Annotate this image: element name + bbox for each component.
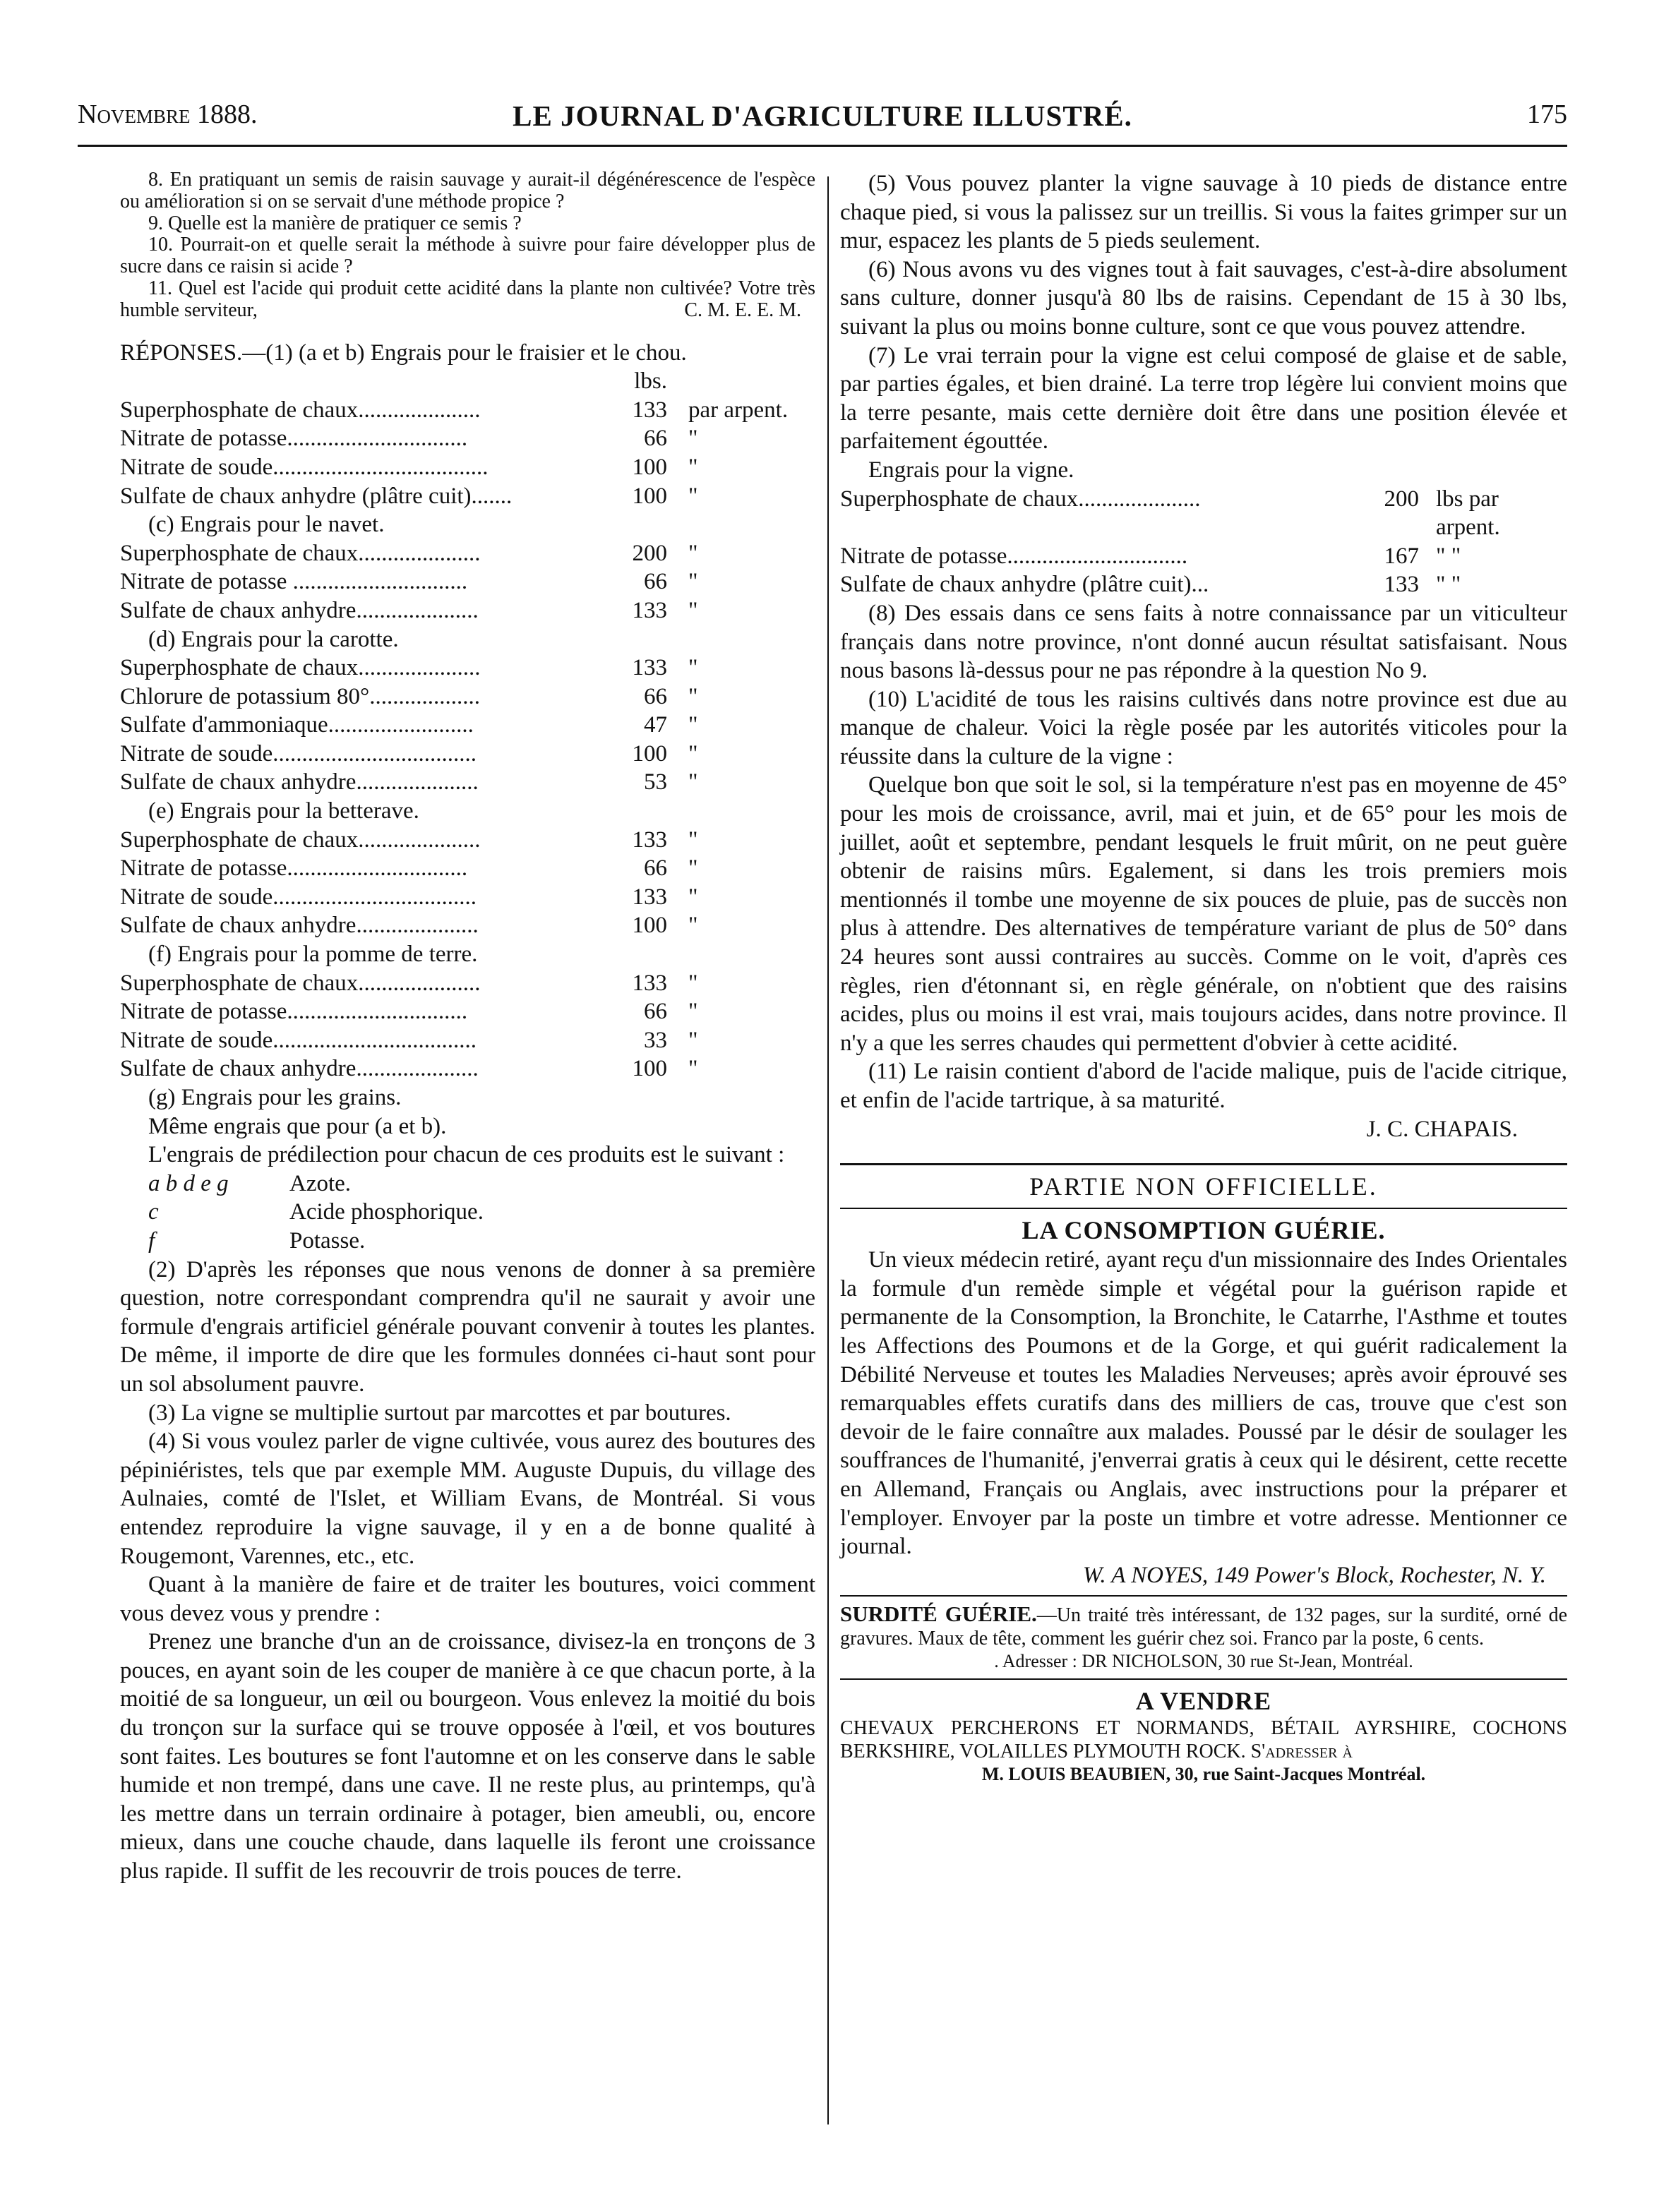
key-value: Acide phosphorique. [289, 1199, 484, 1225]
vendre-heading: A VENDRE [1135, 1687, 1272, 1716]
table-qty: 33 [644, 1027, 667, 1053]
answer-4: (4) Si vous voulez parler de vigne cultivée, vous aurez des boutures des pépiniéristes, tels que par exemple MM. Auguste Dupuis, du village des Aulnaies, comté de l'Islet, et William Evans, de Montréal. Si vous entendez reproduire la vigne sauvage, il y en a de bonne qualité à Rougemont, Varennes, etc., etc. [120, 1429, 815, 1569]
table-item: Chlorure de potassium 80°................... [120, 683, 480, 709]
table-unit: " [688, 769, 698, 795]
table-unit: " [688, 454, 698, 480]
table-row [120, 396, 815, 425]
table-qty: 53 [644, 769, 667, 795]
heading-d: (d) Engrais pour la carotte. [148, 626, 399, 652]
author-signature: J. C. CHAPAIS. [1366, 1116, 1518, 1142]
table-row [120, 453, 815, 482]
key-row [120, 1227, 815, 1256]
section-rule [840, 1163, 1567, 1165]
table-unit: " [688, 597, 698, 623]
table-row [120, 1026, 815, 1055]
table-row [120, 911, 815, 940]
page-number: 175 [1527, 100, 1567, 129]
running-header [78, 99, 1567, 141]
table-unit: " [688, 855, 698, 882]
table-unit: " [688, 426, 698, 452]
table-unit: " [688, 827, 698, 853]
table-row [120, 424, 815, 453]
boutures-intro: Quant à la manière de faire et de traiter les boutures, voici comment vous devez vous y prendre : [120, 1572, 815, 1626]
answer-11: (11) Le raisin contient d'abord de l'acide malique, puis de l'acide citrique, et enfin de l'acide tartrique, à sa maturité. [840, 1059, 1567, 1113]
table-e [120, 826, 815, 940]
question-11 [120, 278, 815, 322]
table-item: Sulfate de chaux anhydre (plâtre cuit)....... [120, 483, 513, 509]
table-row [120, 854, 815, 883]
table-item: Nitrate de potasse .............................. [120, 569, 468, 595]
table-row [120, 539, 815, 568]
heading-f: (f) Engrais pour la pomme de terre. [148, 942, 478, 968]
table-item: Sulfate de chaux anhydre (plâtre cuit)... [840, 572, 1209, 598]
table-qty: 133 [632, 884, 667, 910]
table-unit: " [688, 712, 698, 738]
same-fertilizer-note: Même engrais que pour (a et b). [148, 1113, 447, 1139]
table-qty: 66 [644, 683, 667, 709]
question-8: 8. En pratiquant un semis de raisin sauvage y aurait-il dégénérescence de l'espèce ou amélioration si on se servait d'une méthode propice ? [120, 169, 815, 212]
table-unit: " " [1436, 572, 1461, 598]
table-row [120, 567, 815, 596]
header-rule [78, 145, 1567, 147]
correspondent-signature: C. M. E. E. M. [684, 299, 801, 321]
answer-2: (2) D'après les réponses que nous venons de donner à sa première question, notre correspondant comprendra qu'il ne saurait y avoir une formule d'engrais artificiel générale pouvant convenir à toutes les plantes. De même, il importe de dire que les formules données ci-haut sont pour un sol absolument pauvre. [120, 1256, 815, 1397]
table-qty: 66 [644, 855, 667, 882]
heading-c: (c) Engrais pour le navet. [148, 512, 385, 538]
answer-3: (3) La vigne se multiplie surtout par marcottes et par boutures. [148, 1400, 731, 1426]
left-column [120, 169, 815, 1886]
vigne-heading: Engrais pour la vigne. [868, 457, 1074, 483]
table-item: Sulfate d'ammoniaque......................... [120, 712, 474, 738]
table-item: Nitrate de potasse............................... [120, 855, 468, 882]
table-qty: 133 [632, 970, 667, 996]
table-qty: 133 [1384, 572, 1419, 598]
table-row [120, 654, 815, 683]
table-item: Nitrate de potasse............................... [120, 426, 468, 452]
table-row [120, 482, 815, 511]
table-qty: 133 [632, 655, 667, 681]
key-value: Potasse. [289, 1227, 366, 1254]
table-row [120, 683, 815, 711]
table-unit: " [688, 1056, 698, 1082]
table-item: Superphosphate de chaux..................... [120, 827, 481, 853]
issue-date: Novembre 1888. [78, 100, 258, 129]
table-d [120, 654, 815, 797]
answer-7: (7) Le vrai terrain pour la vigne est celui composé de glaise et de sable, par parties égales, et bien drainé. La terre trop légère lui convient moins que la terre pesante, mais cette dernière doit être dans une position élevée et parfaitement égouttée. [840, 342, 1567, 455]
table-row [120, 1054, 815, 1083]
consomption-ad: Un vieux médecin retiré, ayant reçu d'un missionnaire des Indes Orientales la formule d'un remède simple et végétal pour la guérison rapide et permanente de la Consomption, la Bronchite, le Catarrhe, l'Asthme et toutes les Affections des Poumons et de la Gorge, et qui guérit radicalement la Débilité Nerveuse et toutes les Maladies Nerveuses; après avoir éprouvé ses remarquables effets curatifs dans des milliers de cas, trouve que c'est son devoir de le faire connaître aux malades. Poussé par le désir de soulager les souffrances de l'humanité, j'enverrai gratis à ceux qui le désirent, cette recette en Allemand, Français ou Anglais, avec instructions pour la préparer et l'employer. Envoyer par la poste un timbre et votre adresse. Mentionner ce journal. [840, 1247, 1567, 1560]
table-unit: " [688, 540, 698, 566]
table-item: Superphosphate de chaux..................... [120, 970, 481, 996]
table-row [120, 711, 815, 740]
table-f [120, 969, 815, 1083]
table-unit: par arpent. [688, 397, 789, 423]
table-item: Superphosphate de chaux..................... [840, 486, 1201, 512]
table-item: Superphosphate de chaux..................... [120, 655, 481, 681]
table-row [120, 997, 815, 1026]
surdite-heading: SURDITÉ GUÉRIE. [840, 1601, 1037, 1627]
table-unit: " " [1436, 543, 1461, 569]
table-qty: 66 [644, 999, 667, 1025]
answer-6: (6) Nous avons vu des vignes tout à fait sauvages, c'est-à-dire absolument sans culture, donner jusqu'à 80 lbs de raisins. Cependant de 15 à 30 lbs, suivant la plus ou moins bonne culture, sont ce que vous pouvez attendre. [840, 256, 1567, 339]
surdite-text: —Un traité très intéressant, de 132 pages, sur la surdité, orné de gravures. Maux de tête, comment les guérir chez soi. Franco par la poste, 6 cents. [840, 1604, 1567, 1650]
predilection-paragraph: L'engrais de prédilection pour chacun de ces produits est le suivant : [148, 1142, 785, 1168]
vendre-address: M. LOUIS BEAUBIEN, 30, rue Saint-Jacques Montréal. [981, 1764, 1426, 1785]
table-qty: 200 [632, 540, 667, 566]
table-unit: " [688, 683, 698, 709]
table-item: Nitrate de soude..................................... [120, 454, 489, 480]
heading-e: (e) Engrais pour la betterave. [148, 798, 419, 824]
table-qty: 100 [632, 913, 667, 939]
table-unit: " [688, 569, 698, 595]
table-row [120, 768, 815, 797]
table-a [120, 396, 815, 510]
table-item: Superphosphate de chaux..................... [120, 397, 481, 423]
table-item: Nitrate de soude................................... [120, 884, 477, 910]
table-unit: " [688, 483, 698, 509]
key-row [120, 1198, 815, 1227]
table-c [120, 539, 815, 625]
key-letters: a b d e g [148, 1170, 229, 1196]
ad-rule [840, 1678, 1567, 1680]
unit-header: lbs. [634, 368, 667, 395]
consomption-heading: LA CONSOMPTION GUÉRIE. [1022, 1216, 1386, 1245]
table-item: Nitrate de potasse............................... [840, 543, 1188, 569]
table-qty: 66 [644, 426, 667, 452]
noyes-address: W. A NOYES, 149 Power's Block, Rochester, N. Y. [1082, 1562, 1546, 1588]
table-unit: " [688, 740, 698, 767]
partie-heading: PARTIE NON OFFICIELLE. [1029, 1172, 1378, 1201]
table-row [840, 485, 1567, 542]
ad-rule [840, 1595, 1567, 1597]
table-row [120, 826, 815, 855]
table-row [840, 570, 1567, 599]
table-unit: lbs par arpent. [1436, 486, 1500, 541]
table-unit: " [688, 1027, 698, 1053]
table-row [120, 596, 815, 625]
table-item: Sulfate de chaux anhydre..................... [120, 597, 479, 623]
table-row [840, 542, 1567, 571]
table-qty: 133 [632, 397, 667, 423]
surdite-ad [840, 1602, 1567, 1650]
unit-header-row [120, 367, 815, 396]
right-column [840, 169, 1567, 1786]
question-10: 10. Pourrait-on et quelle serait la méthode à suivre pour faire développer plus de sucre dans ce raisin si acide ? [120, 234, 815, 278]
boutures-method: Prenez une branche d'un an de croissance, divisez-la en tronçons de 3 pouces, en ayant soin de les couper de manière à ce que chacun porte, à la moitié de sa longueur, un œil ou bourgeon. Vous enlevez la moitié du bois du tronçon sur la surface qui se trouve opposée à l'œil, et vos boutures sont faites. Les boutures se font l'automne et on les conserve dans le sable humide et non trempé, dans une cave. Il ne reste plus, au printemps, qu'à les mettre dans un terrain ordinaire à potager, bien ameubli, ou, encore mieux, dans une couche chaude, dans laquelle ils feront une croissance plus rapide. Il suffit de les recouvrir de trois pouces de terre. [120, 1629, 815, 1885]
table-qty: 100 [632, 740, 667, 767]
table-item: Superphosphate de chaux..................... [120, 540, 481, 566]
table-unit: " [688, 999, 698, 1025]
answers-intro: RÉPONSES.—(1) (a et b) Engrais pour le fraisier et le chou. [120, 339, 687, 366]
table-qty: 200 [1384, 486, 1419, 512]
journal-title: LE JOURNAL D'AGRICULTURE ILLUSTRÉ. [513, 100, 1132, 132]
table-unit: " [688, 913, 698, 939]
table-item: Sulfate de chaux anhydre..................... [120, 1056, 479, 1082]
table-qty: 100 [632, 454, 667, 480]
table-item: Nitrate de soude................................... [120, 740, 477, 767]
table-item: Sulfate de chaux anhydre..................... [120, 913, 479, 939]
temperature-rule: Quelque bon que soit le sol, si la température n'est pas en moyenne de 45° pour les mois de croissance, avril, mai et juin, et de 65° pour les mois de juillet, août et septembre, pendant lesquels le fruit mûrit, on ne peut guère obtenir de raisins mûrs. Egalement, si dans les trois premiers mois mentionnés il tombe une moyenne de six pouces de pluie, pas de succès non plus à attendre. Des alternatives de température variant de plus de 50° dans 24 heures sont aussi contraires au succès. Comme on le voit, d'après ces règles, rien d'étonnant si, en règle générale, on n'obtient que des raisins acides, plus ou moins il est vrai, mais toujours acides, dans notre province. Il n'y a que les serres chaudes qui permettent d'obvier à cette acidité. [840, 772, 1567, 1056]
question-9: 9. Quelle est la manière de pratiquer ce semis ? [148, 212, 522, 234]
key-row [120, 1170, 815, 1198]
table-row [120, 883, 815, 912]
surdite-address: . Adresser : DR NICHOLSON, 30 rue St-Jean, Montréal. [994, 1651, 1413, 1672]
section-rule-thin [840, 1208, 1567, 1209]
table-item: Nitrate de soude................................... [120, 1027, 477, 1053]
table-qty: 133 [632, 597, 667, 623]
table-unit: " [688, 884, 698, 910]
vendre-text: CHEVAUX PERCHERONS ET NORMANDS, BÉTAIL AYRSHIRE, COCHONS BERKSHIRE, VOLAILLES PLYMOUTH ROCK. S'adresser à [840, 1717, 1567, 1763]
table-unit: " [688, 655, 698, 681]
vigne-table [840, 485, 1567, 599]
table-qty: 47 [644, 712, 667, 738]
key-value: Azote. [289, 1170, 352, 1196]
answer-5: (5) Vous pouvez planter la vigne sauvage à 10 pieds de distance entre chaque pied, si vous la palissez sur un treillis. Si vous la faites grimper sur un mur, espacez les plants de 5 pieds seulement. [840, 171, 1567, 254]
key-letters: c [148, 1199, 159, 1225]
table-unit: " [688, 970, 698, 996]
question-11-text: 11. Quel est l'acide qui produit cette acidité dans la plante non cultivée? Votre très humble serviteur, [120, 277, 815, 321]
table-item: Nitrate de potasse............................... [120, 999, 468, 1025]
table-qty: 133 [632, 827, 667, 853]
key-letters: f [148, 1227, 155, 1254]
answer-8: (8) Des essais dans ce sens faits à notre connaissance par un viticulteur français dans notre province, n'ont donné aucun résultat satisfaisant. Nous nous basons là-dessus pour ne pas répondre à la question No 9. [840, 600, 1567, 684]
column-divider [827, 176, 829, 2124]
table-row [120, 740, 815, 769]
answer-10: (10) L'acidité de tous les raisins cultivés dans notre province est due au manque de chaleur. Voici la règle posée par les autorités viticoles pour la réussite dans la culture de la vigne : [840, 686, 1567, 769]
table-qty: 167 [1384, 543, 1419, 569]
table-qty: 66 [644, 569, 667, 595]
table-qty: 100 [632, 1056, 667, 1082]
heading-g: (g) Engrais pour les grains. [148, 1085, 402, 1111]
table-row [120, 969, 815, 998]
table-qty: 100 [632, 483, 667, 509]
table-item: Sulfate de chaux anhydre..................... [120, 769, 479, 795]
